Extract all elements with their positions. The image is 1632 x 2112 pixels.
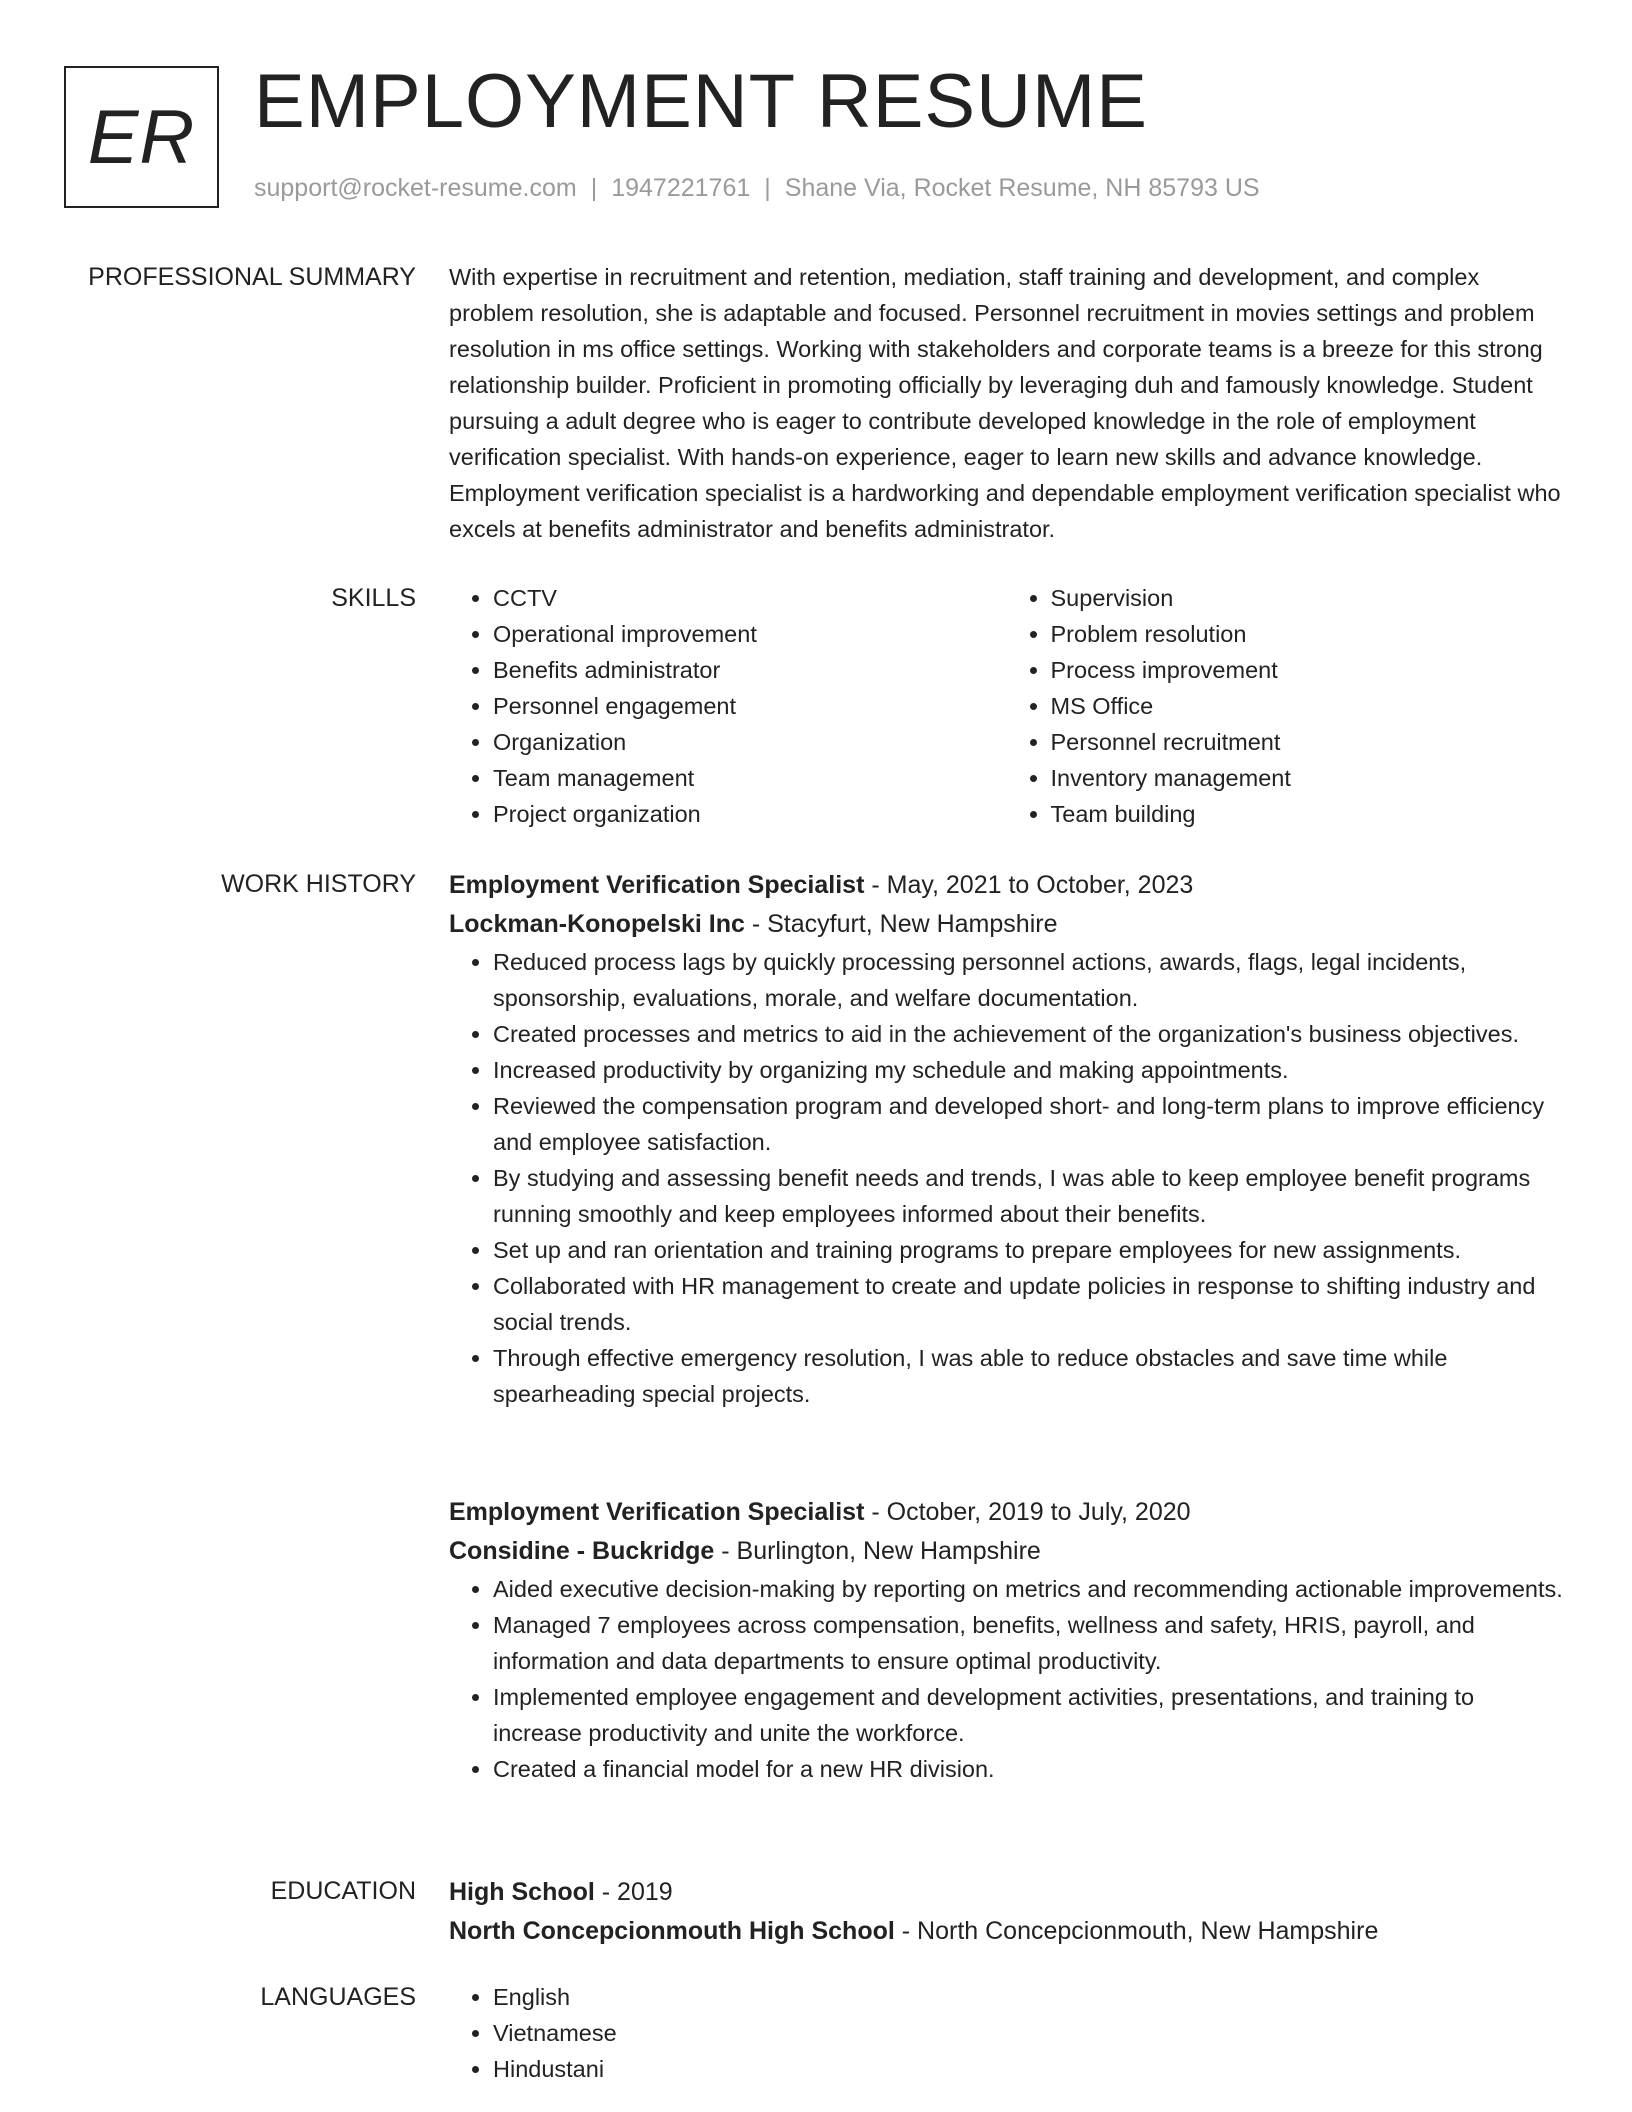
job-duty: • Aided executive decision-making by reporting on metrics and recommending actionable improvements. bbox=[493, 1571, 1564, 1607]
education-body bbox=[449, 1873, 1564, 1951]
contact-separator: | bbox=[764, 174, 771, 202]
job-duty: • Through effective emergency resolution, I was able to reduce obstacles and save time while spearheading special projects. bbox=[493, 1340, 1564, 1412]
job-company: Lockman-Konopelski Inc bbox=[449, 910, 745, 938]
job-company: Considine - Buckridge bbox=[449, 1537, 715, 1565]
job-title-line bbox=[449, 866, 1564, 905]
skill-item: • Process improvement bbox=[1051, 652, 1565, 688]
job-company-line bbox=[449, 1532, 1564, 1571]
skill-item: • Benefits administrator bbox=[493, 652, 1007, 688]
skill-item: • Supervision bbox=[1051, 580, 1565, 616]
job-company-line bbox=[449, 905, 1564, 944]
language-item: • Vietnamese bbox=[493, 2015, 1564, 2051]
job-duties-list bbox=[449, 944, 1564, 1412]
education-degree-line bbox=[449, 1873, 1564, 1912]
job-dates: - May, 2021 to October, 2023 bbox=[864, 871, 1194, 899]
resume-header bbox=[64, 59, 1564, 214]
contact-line bbox=[254, 174, 1260, 203]
resume-name: EMPLOYMENT RESUME bbox=[254, 59, 1148, 144]
job-entry bbox=[449, 866, 1564, 1412]
contact-separator: | bbox=[590, 174, 598, 202]
skill-item: • Team management bbox=[493, 760, 1007, 796]
job-duty: • Reduced process lags by quickly processing personnel actions, awards, flags, legal incidents, sponsorship, evaluations, morale, and welfare documentation. bbox=[493, 944, 1564, 1016]
education-heading: EDUCATION bbox=[270, 1877, 416, 1905]
skill-item: • CCTV bbox=[493, 580, 1007, 616]
job-entry bbox=[449, 1493, 1564, 1787]
summary-text: With expertise in recruitment and retention, mediation, staff training and development, and complex problem resolution, she is adaptable and focused. Personnel recruitment in movies settings and problem resolution in ms office settings. Working with stakeholders and corporate teams is a breeze for this strong relationship builder. Proficient in promoting officially by leveraging duh and famously knowledge. Student pursuing a adult degree who is eager to contribute developed knowledge in the role of employment verification specialist. With hands-on experience, eager to learn new skills and advance knowledge. Employment verification specialist is a hardworking and dependable employment verification specialist who excels at benefits administrator and benefits administrator. bbox=[449, 264, 1561, 542]
monogram-logo: ER bbox=[64, 66, 219, 208]
job-title-line bbox=[449, 1493, 1564, 1532]
skills-body bbox=[449, 580, 1564, 832]
skill-item: • Problem resolution bbox=[1051, 616, 1565, 652]
contact-email: support@rocket-resume.com bbox=[254, 174, 577, 202]
skill-item: • Project organization bbox=[493, 796, 1007, 832]
job-duty: • Implemented employee engagement and development activities, presentations, and training to increase productivity and unite the workforce. bbox=[493, 1679, 1564, 1751]
skill-item: • Operational improvement bbox=[493, 616, 1007, 652]
education-location: - North Concepcionmouth, New Hampshire bbox=[894, 1917, 1379, 1945]
work-heading: WORK HISTORY bbox=[221, 870, 416, 898]
job-duty: • By studying and assessing benefit needs and trends, I was able to keep employee benefit programs running smoothly and keep employees informed about their benefits. bbox=[493, 1160, 1564, 1232]
skill-item: • Team building bbox=[1051, 796, 1565, 832]
skills-list-right bbox=[1007, 580, 1565, 832]
job-duty: • Set up and ran orientation and training programs to prepare employees for new assignments. bbox=[493, 1232, 1564, 1268]
skills-list-left bbox=[449, 580, 1007, 832]
job-dates: - October, 2019 to July, 2020 bbox=[864, 1498, 1191, 1526]
job-duty: • Created processes and metrics to aid in the achievement of the organization's business objectives. bbox=[493, 1016, 1564, 1052]
job-duty: • Created a financial model for a new HR division. bbox=[493, 1751, 1564, 1787]
summary-body bbox=[449, 259, 1564, 547]
summary-heading: PROFESSIONAL SUMMARY bbox=[88, 263, 416, 291]
job-location: - Burlington, New Hampshire bbox=[714, 1537, 1041, 1565]
job-duties-list bbox=[449, 1571, 1564, 1787]
education-school: North Concepcionmouth High School bbox=[449, 1917, 895, 1945]
job-duty: • Reviewed the compensation program and developed short- and long-term plans to improve efficiency and employee satisfaction. bbox=[493, 1088, 1564, 1160]
job-duty: • Increased productivity by organizing my schedule and making appointments. bbox=[493, 1052, 1564, 1088]
education-year: - 2019 bbox=[594, 1878, 673, 1906]
skill-item: • Inventory management bbox=[1051, 760, 1565, 796]
skill-item: • Organization bbox=[493, 724, 1007, 760]
skill-item: • MS Office bbox=[1051, 688, 1565, 724]
skill-item: • Personnel recruitment bbox=[1051, 724, 1565, 760]
contact-phone: 1947221761 bbox=[611, 174, 751, 202]
contact-address: Shane Via, Rocket Resume, NH 85793 US bbox=[784, 174, 1260, 202]
education-school-line bbox=[449, 1912, 1564, 1951]
languages-list bbox=[449, 1979, 1564, 2087]
skills-heading: SKILLS bbox=[331, 584, 416, 612]
job-duty: • Collaborated with HR management to create and update policies in response to shifting industry and social trends. bbox=[493, 1268, 1564, 1340]
education-degree: High School bbox=[449, 1878, 595, 1906]
language-item: • English bbox=[493, 1979, 1564, 2015]
skill-item: • Personnel engagement bbox=[493, 688, 1007, 724]
job-title: Employment Verification Specialist bbox=[449, 1498, 865, 1526]
job-location: - Stacyfurt, New Hampshire bbox=[744, 910, 1058, 938]
language-item: • Hindustani bbox=[493, 2051, 1564, 2087]
languages-body bbox=[449, 1979, 1564, 2087]
job-title: Employment Verification Specialist bbox=[449, 871, 865, 899]
job-duty: • Managed 7 employees across compensation, benefits, wellness and safety, HRIS, payroll, and information and data departments to ensure optimal productivity. bbox=[493, 1607, 1564, 1679]
languages-heading: LANGUAGES bbox=[260, 1983, 416, 2011]
